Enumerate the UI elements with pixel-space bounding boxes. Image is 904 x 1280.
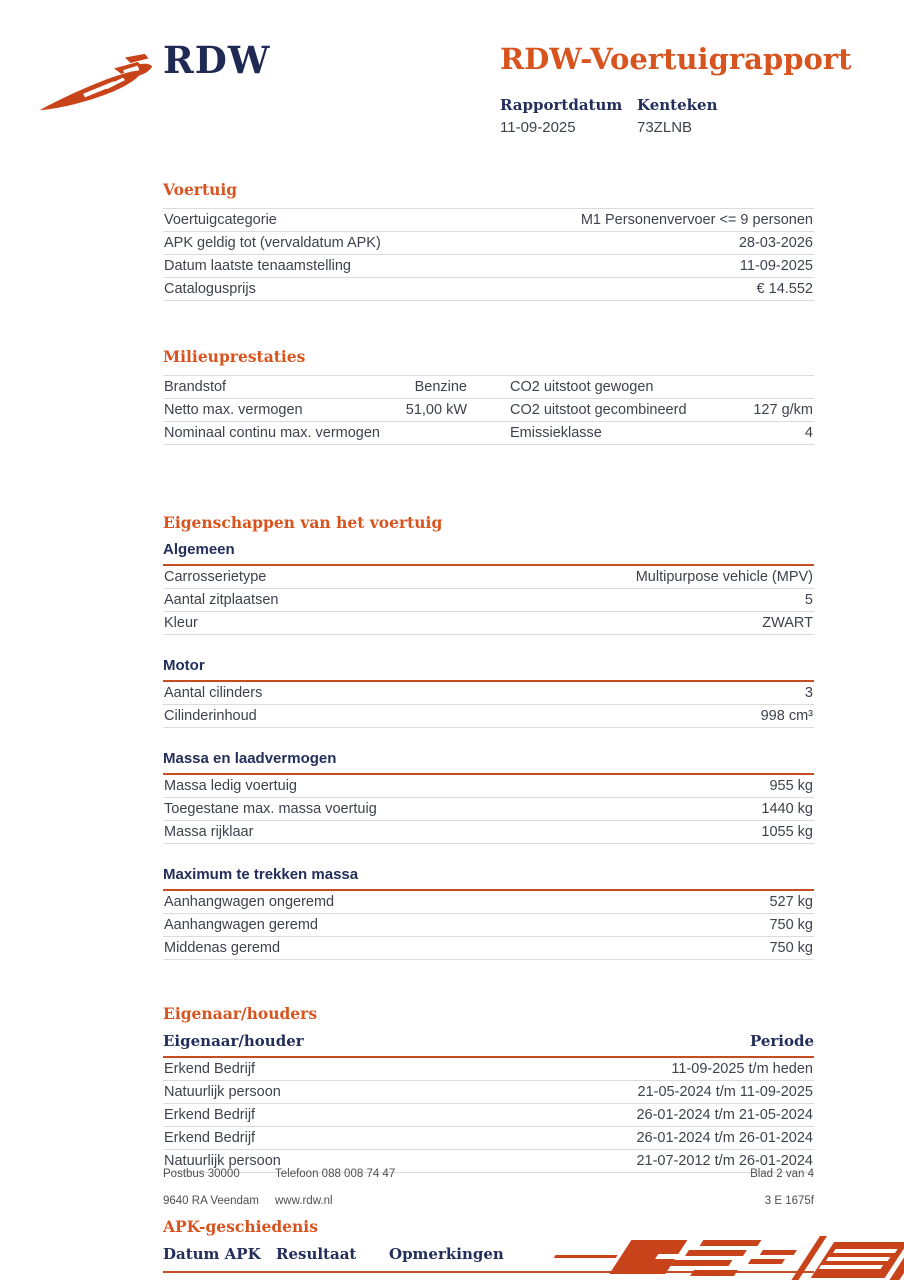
owner-period: 26-01-2024 t/m 21-05-2024 [636,1107,813,1123]
row-value: Benzine [414,379,467,395]
section-title-apk: APK-geschiedenis [163,1217,318,1236]
row-value: 1055 kg [761,824,813,840]
voertuig-table [163,208,814,301]
table-row [163,399,814,422]
speed-lines-decoration-icon [520,1236,904,1280]
report-date-value: 11-09-2025 [500,119,576,136]
footer-address-line2: 9640 RA Veendam [163,1195,259,1207]
report-date-label: Rapportdatum [500,96,623,114]
section-title-milieuprestaties: Milieuprestaties [163,347,306,366]
row-label: Datum laatste tenaamstelling [164,258,351,274]
row-label: Massa rijklaar [164,824,254,840]
row-label: Catalogusprijs [164,281,256,297]
row-value: Multipurpose vehicle (MPV) [635,569,813,585]
row-label: Nominaal continu max. vermogen [164,425,380,441]
table-row [163,1104,814,1127]
owner-period: 26-01-2024 t/m 26-01-2024 [636,1130,813,1146]
row-label: Kleur [164,615,198,631]
table-row [163,566,814,589]
row-label: Massa ledig voertuig [164,778,297,794]
owner-type: Natuurlijk persoon [164,1153,281,1169]
row-label: CO2 uitstoot gecombineerd [510,402,687,418]
row-label: CO2 uitstoot gewogen [510,379,654,395]
subsection-title-trekken: Maximum te trekken massa [163,866,814,891]
owner-table [163,1058,814,1173]
rdw-feather-logo-icon [36,46,154,118]
footer-page-indicator: Blad 2 van 4 [750,1168,814,1180]
owner-period: 21-07-2012 t/m 26-01-2024 [636,1153,813,1169]
license-plate-label: Kenteken [637,96,718,114]
row-label: Aanhangwagen geremd [164,917,318,933]
table-row [163,821,814,844]
row-value: 28-03-2026 [738,235,813,251]
subsection-title-massa: Massa en laadvermogen [163,750,814,775]
table-row [163,798,814,821]
table-row [163,914,814,937]
apk-remarks-column-header: Opmerkingen [389,1245,504,1263]
table-row [163,422,814,445]
rdw-wordmark: RDW [163,38,271,82]
subsection-title-motor: Motor [163,657,814,682]
row-value: 11-09-2025 [739,258,813,274]
row-label: APK geldig tot (vervaldatum APK) [164,235,381,251]
row-value: 4 [804,425,813,441]
owner-type: Natuurlijk persoon [164,1084,281,1100]
table-row [163,1127,814,1150]
row-value: 127 g/km [753,402,813,418]
report-content [163,180,814,1273]
row-label: Voertuigcategorie [164,212,277,228]
row-value: 1440 kg [761,801,813,817]
owner-table-header [163,1032,814,1058]
footer-phone: Telefoon 088 008 74 47 [275,1168,396,1180]
row-label: Netto max. vermogen [164,402,303,418]
apk-date-column-header: Datum APK [163,1245,261,1263]
row-value: 527 kg [769,894,813,910]
section-title-eigenaar: Eigenaar/houders [163,1004,318,1023]
motor-table [163,682,814,728]
table-row [163,937,814,960]
row-label: Aantal cilinders [164,685,263,701]
subsection-title-algemeen: Algemeen [163,541,814,566]
row-value: 750 kg [769,917,813,933]
row-label: Aanhangwagen ongeremd [164,894,335,910]
row-label: Toegestane max. massa voertuig [164,801,377,817]
milieu-table [163,375,814,445]
trekken-table [163,891,814,960]
row-value: 3 [804,685,813,701]
owner-period: 21-05-2024 t/m 11-09-2025 [637,1084,813,1100]
apk-result-column-header: Resultaat [276,1245,357,1263]
table-row [163,705,814,728]
row-label: Emissieklasse [510,425,602,441]
section-title-voertuig: Voertuig [163,180,238,199]
row-value: 750 kg [769,940,813,956]
table-row [163,232,814,255]
table-row [163,682,814,705]
row-value: ZWART [762,615,813,631]
footer-doc-code: 3 E 1675f [764,1195,814,1207]
row-value: 51,00 kW [405,402,467,418]
massa-table [163,775,814,844]
period-column-header: Periode [749,1032,814,1050]
row-value: € 14.552 [756,281,813,297]
page-title: RDW-Voertuigrapport [500,42,852,76]
table-row [163,376,814,399]
algemeen-table [163,566,814,635]
row-value: 998 cm³ [760,708,813,724]
row-value: M1 Personenvervoer <= 9 personen [580,212,813,228]
table-row [163,612,814,635]
owner-type: Erkend Bedrijf [164,1107,256,1123]
row-value: 5 [804,592,813,608]
table-row [163,1081,814,1104]
owner-type: Erkend Bedrijf [164,1130,256,1146]
row-label: Cilinderinhoud [164,708,257,724]
row-value: 955 kg [769,778,813,794]
row-label: Aantal zitplaatsen [164,592,279,608]
row-label: Brandstof [164,379,227,395]
table-row [163,209,814,232]
row-label: Carrosserietype [164,569,267,585]
table-row [163,1058,814,1081]
table-row [163,891,814,914]
section-title-eigenschappen: Eigenschappen van het voertuig [163,513,443,532]
footer-website[interactable]: www.rdw.nl [275,1195,333,1207]
license-plate-value: 73ZLNB [637,119,693,136]
footer-address-line1: Postbus 30000 [163,1168,240,1180]
table-row [163,255,814,278]
owner-type: Erkend Bedrijf [164,1061,256,1077]
owner-period: 11-09-2025 t/m heden [671,1061,813,1077]
owner-column-header: Eigenaar/houder [163,1032,304,1050]
table-row [163,589,814,612]
row-label: Middenas geremd [164,940,281,956]
table-row [163,775,814,798]
page-footer [163,1168,814,1209]
table-row [163,278,814,301]
